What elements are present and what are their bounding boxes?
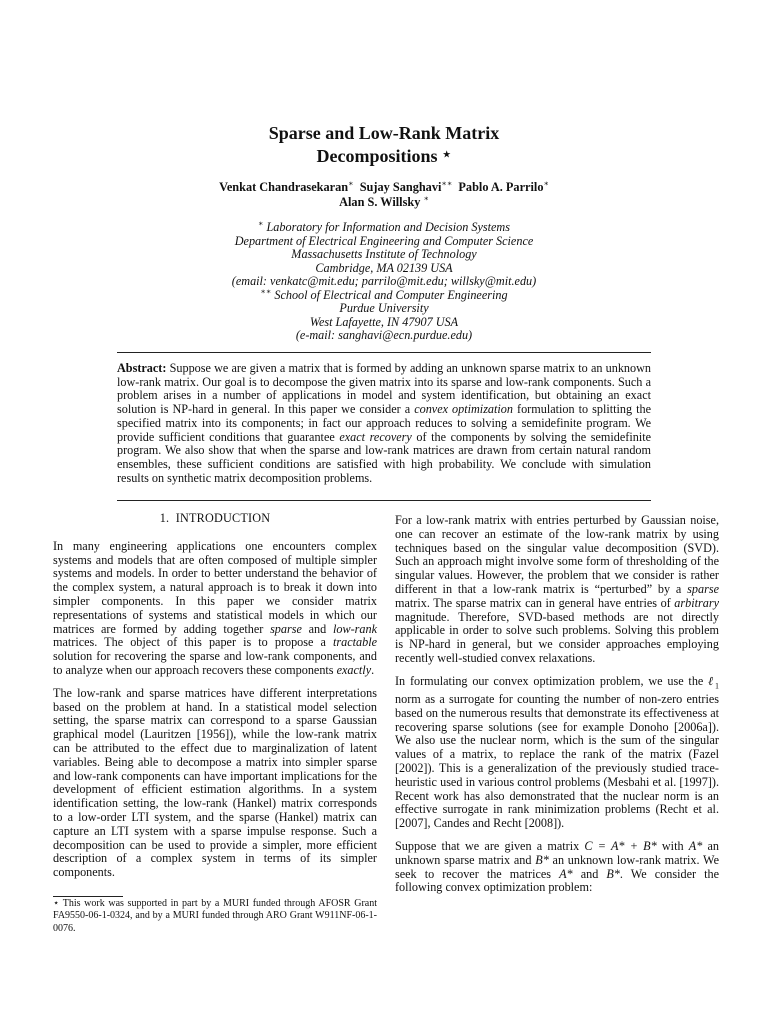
math-symbol: B* xyxy=(535,852,549,867)
abstract-emphasis: convex optimization xyxy=(414,402,513,417)
abstract-bottom-rule xyxy=(117,500,651,501)
author-affil-mark: ∗ xyxy=(543,178,549,188)
math-symbol: A* xyxy=(688,838,703,853)
abstract-emphasis: exact recovery xyxy=(339,429,412,444)
abstract-label: Abstract: xyxy=(117,361,167,375)
abstract xyxy=(117,362,651,485)
author-affil-mark: ∗ xyxy=(348,178,354,188)
paragraph: For a low-rank matrix with entries perturbed by Gaussian noise, one can recover an estimate of the low-rank matrix by using techniques based on the singular value decomposition (SVD). Such an approach might involve some form of thresholding of the singular values. However, the problem that we consider is rather different in that a low-rank matrix is “perturbed” by a sparse matrix. The sparse matrix can in general have entries of arbitrary magnitude. Therefore, SVD-based methods are not directly applicable in order to solve such problems. Solving this problem is NP-hard in general, but we consider approaches employing recently well-studied convex relaxations. xyxy=(395,513,719,665)
author-name: Sujay Sanghavi xyxy=(359,180,442,194)
paragraph: In formulating our convex optimization problem, we use the ℓ$_1$ norm as a surrogate for counting the number of non-zero entries based on the numerous results that demonstrate its effectiveness at recovering sparse solutions (see for example Donoho [2006a]). We also use the nuclear norm, which is the sum of the singular values of a matrix, to replace the rank of the matrix (Fazel [2002]). This is a generalization of the previously studied trace-heuristic used in various control problems (Mesbahi et al. [1997]). Recent work has also demonstrated that the nuclear norm is an effective surrogate in rank minimization problems (Recht et al. [2007], Candes and Recht [2008]). xyxy=(395,673,719,831)
author-name: Pablo A. Parrilo xyxy=(458,180,544,194)
affiliation-line: West Lafayette, IN 47907 USA xyxy=(309,314,459,329)
affiliation-email: (e-mail: sanghavi@ecn.purdue.edu) xyxy=(295,328,473,342)
title-line-2 xyxy=(0,144,768,167)
author-name: Alan S. Willsky xyxy=(339,195,421,209)
title-line-1: Sparse and Low-Rank Matrix xyxy=(268,123,500,143)
section-heading xyxy=(53,511,377,526)
affiliation-line: Cambridge, MA 02139 USA xyxy=(315,260,453,275)
footnote-text: This work was supported in part by a MURI funded through AFOSR Grant FA9550-06-1-0324, and by a MURI funded through ARO Grant W911NF-06-1-0076. xyxy=(53,898,377,934)
affiliation-line: Department of Electrical Engineering and Computer Science xyxy=(234,233,534,248)
left-column xyxy=(53,511,377,889)
author-line-1 xyxy=(0,180,768,195)
affil-mark: ∗ xyxy=(258,218,264,228)
author-line-2 xyxy=(0,195,768,210)
footnote-rule xyxy=(53,896,123,897)
l1-norm-symbol: ℓ xyxy=(708,673,715,688)
paragraph: Suppose that we are given a matrix C = A* + B* with A* an unknown sparse matrix and B* an unknown low-rank matrix. We seek to recover the matrices A* and B*. We consider the following convex optimization problem: xyxy=(395,838,720,895)
section-title: INTRODUCTION xyxy=(175,511,271,525)
right-column xyxy=(395,514,719,904)
affiliation-block xyxy=(0,218,768,343)
title-star-mark: ⋆ xyxy=(442,147,452,163)
abstract-text: of the components by solving the semidefinite program. We also show that when the sparse and low-rank matrices are drawn from certain natural random ensembles, these sufficient conditions are satisfied with high probability. We conclude with simulation results on synthetic matrix decomposition problems. xyxy=(117,429,651,485)
paper-title xyxy=(0,122,768,167)
author-affil-mark: ∗∗ xyxy=(441,178,453,188)
author-affil-mark: ∗ xyxy=(423,193,429,203)
author-list xyxy=(0,180,768,210)
title-line-2-text: Decompositions xyxy=(316,146,438,166)
abstract-top-rule xyxy=(117,352,651,353)
affil-mark: ∗∗ xyxy=(260,286,272,296)
affiliation-line: Massachusetts Institute of Technology xyxy=(291,247,477,261)
abstract-text: Suppose we are given a matrix that is formed by adding an unknown sparse matrix to an unknown low-rank matrix. Our goal is to decompose the given matrix into its sparse and low-rank components. Such a problem arises in a number of applications in model and system identification, but obtaining an exact solution is NP-hard in general. In this paper we consider a xyxy=(117,361,652,417)
math-symbol: B* xyxy=(606,866,620,881)
affiliation-line: Purdue University xyxy=(339,301,429,315)
footnote-mark: ⋆ xyxy=(53,898,60,909)
paragraph: In many engineering applications one encounters complex systems and models that are often composed of multiple simpler systems and models. In order to better understand the behavior of the complex system, a natural approach is to break it down into simpler components. In this paper we consider matrix representations of systems and statistical models in which our matrices are formed by adding together sparse and low-rank matrices. The object of this paper is to propose a tractable solution for recovering the sparse and low-rank components, and to analyze when our approach recovers these components exactly. xyxy=(53,538,377,677)
affiliation-text: School of Electrical and Computer Engineering xyxy=(274,287,508,302)
abstract-text: formulation to splitting the specified matrix into its components; in fact our approach reduces to solving a semidefinite program. We provide sufficient conditions that guarantee xyxy=(117,402,651,444)
paragraph: The low-rank and sparse matrices have different interpretations based on the problem at hand. In a statistical model selection setting, the sparse matrix can correspond to a sparse Gaussian graphical model (Lauritzen [1956]), while the low-rank matrix can be attributed to the effect due to marginalization of latent variables. Being able to decompose a matrix into simpler sparse and low-rank components can have important implications for the development of efficient estimation algorithms. In a system identification setting, the low-rank (Hankel) matrix corresponds to a low-order LTI system, and the sparse (Hankel) matrix can capture an LTI system with a sparse impulse response. Such a decomposition can be used to provide a simpler, more efficient description of a complex system in terms of its simpler components. xyxy=(53,685,377,880)
math-symbol: A* xyxy=(559,866,573,881)
section-number: 1. xyxy=(159,511,170,525)
affiliation-line xyxy=(0,218,768,235)
affiliation-email: (email: venkatc@mit.edu; parrilo@mit.edu; willsky@mit.edu) xyxy=(231,274,537,288)
math-expression: C = A* + B* xyxy=(584,838,657,853)
affiliation-line xyxy=(0,286,768,303)
footnote xyxy=(53,898,377,935)
affiliation-text: Laboratory for Information and Decision Systems xyxy=(266,220,510,234)
author-name: Venkat Chandrasekaran xyxy=(219,180,349,194)
